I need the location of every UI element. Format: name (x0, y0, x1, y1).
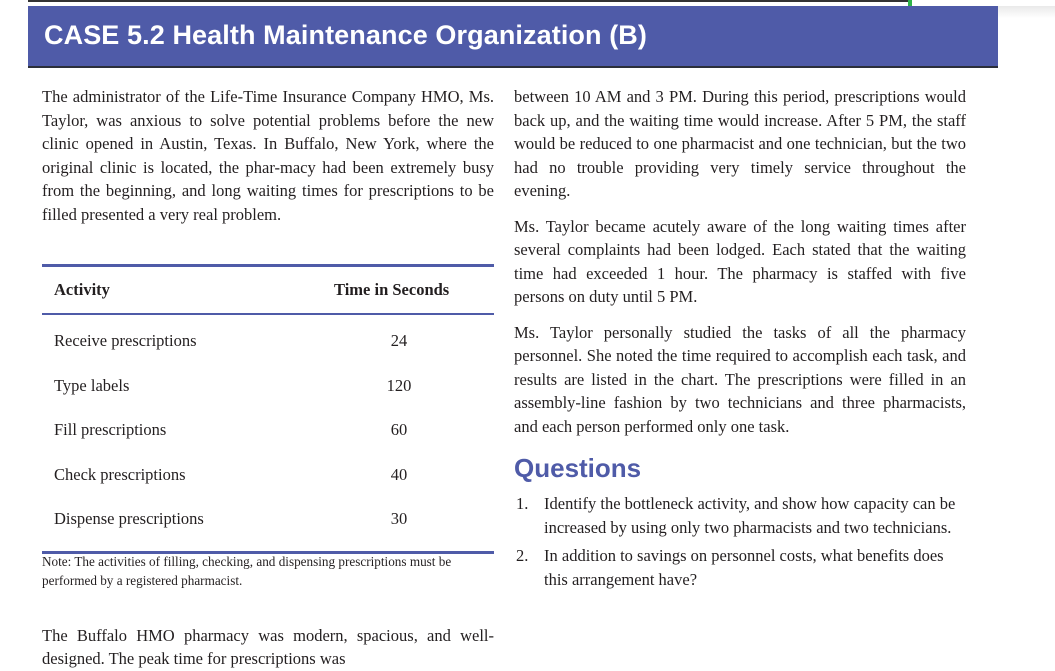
cell-time: 120 (386, 375, 412, 395)
table-note: Note: The activities of filling, checking, and dispensing prescriptions must be performed by a registered pharmacist. (42, 554, 452, 588)
activity-time-table (42, 264, 494, 554)
cell-time: 60 (390, 420, 408, 439)
cell-activity: Dispense prescriptions (54, 509, 204, 528)
cell-activity: Receive prescriptions (54, 331, 197, 350)
case-title: CASE 5.2 Health Maintenance Organization (B) (44, 20, 648, 50)
question-item (514, 544, 966, 591)
cell-activity: Check prescriptions (54, 464, 186, 484)
intro-paragraph: The administrator of the Life-Time Insurance Company HMO, Ms. Taylor, was anxious to solve potential problems before the new clinic opened in Austin, Texas. In Buffalo, New York, where the original clinic is located, the phar-macy had been extremely busy from the beginning, and long waiting times for prescriptions to be filled presented a very real problem. (42, 87, 494, 224)
table-row (42, 496, 494, 541)
table-row (42, 407, 494, 452)
cell-activity: Fill prescriptions (54, 420, 167, 439)
top-rule (28, 0, 908, 2)
pharmacy-paragraph: The Buffalo HMO pharmacy was modern, spacious, and well-designed. The peak time for prescriptions was (42, 625, 494, 668)
case-header-banner (28, 6, 998, 68)
questions-list (514, 492, 966, 591)
question-item (514, 492, 966, 539)
cell-activity: Type labels (54, 375, 130, 395)
page-shadow (998, 6, 1055, 18)
left-column (42, 85, 494, 226)
complaints-paragraph: Ms. Taylor became acutely aware of the long waiting times after several complaints had been lodged. Each stated that the waiting time had exceeded 1 hour. The pharmacy is staffed with five persons on duty until 5 PM. (514, 216, 966, 306)
table-row (42, 452, 494, 497)
cell-time: 40 (390, 464, 408, 484)
question-number: 1. (516, 494, 529, 513)
right-column (514, 85, 966, 591)
peak-time-paragraph: between 10 AM and 3 PM. During this period, prescriptions would back up, and the waiting time would increase. After 5 PM, the staff would be reduced to one pharmacist and one technician, but the two had no trouble providing very timely service throughout the evening. (514, 87, 966, 200)
tasks-paragraph: Ms. Taylor personally studied the tasks of all the pharmacy personnel. She noted the time required to accomplish each task, and results are listed in the chart. The prescriptions were filled in an assembly-line fashion by two technicians and three pharmacists, and each person performed only one task. (514, 322, 966, 436)
question-text: In addition to savings on personnel costs, what benefits does this arrangement have? (544, 546, 944, 589)
questions-heading: Questions (514, 453, 642, 483)
cell-time: 24 (390, 331, 408, 350)
table-header-row (42, 267, 494, 313)
table-body (42, 315, 494, 551)
header-time-in-seconds: Time in Seconds (334, 280, 450, 299)
question-text: Identify the bottleneck activity, and show how capacity can be increased by using only two pharmacists and two technicians. (544, 494, 956, 537)
question-number: 2. (516, 546, 529, 565)
cell-time: 30 (390, 509, 408, 528)
table-row (42, 363, 494, 408)
table-row (42, 318, 494, 363)
header-activity: Activity (54, 280, 110, 299)
